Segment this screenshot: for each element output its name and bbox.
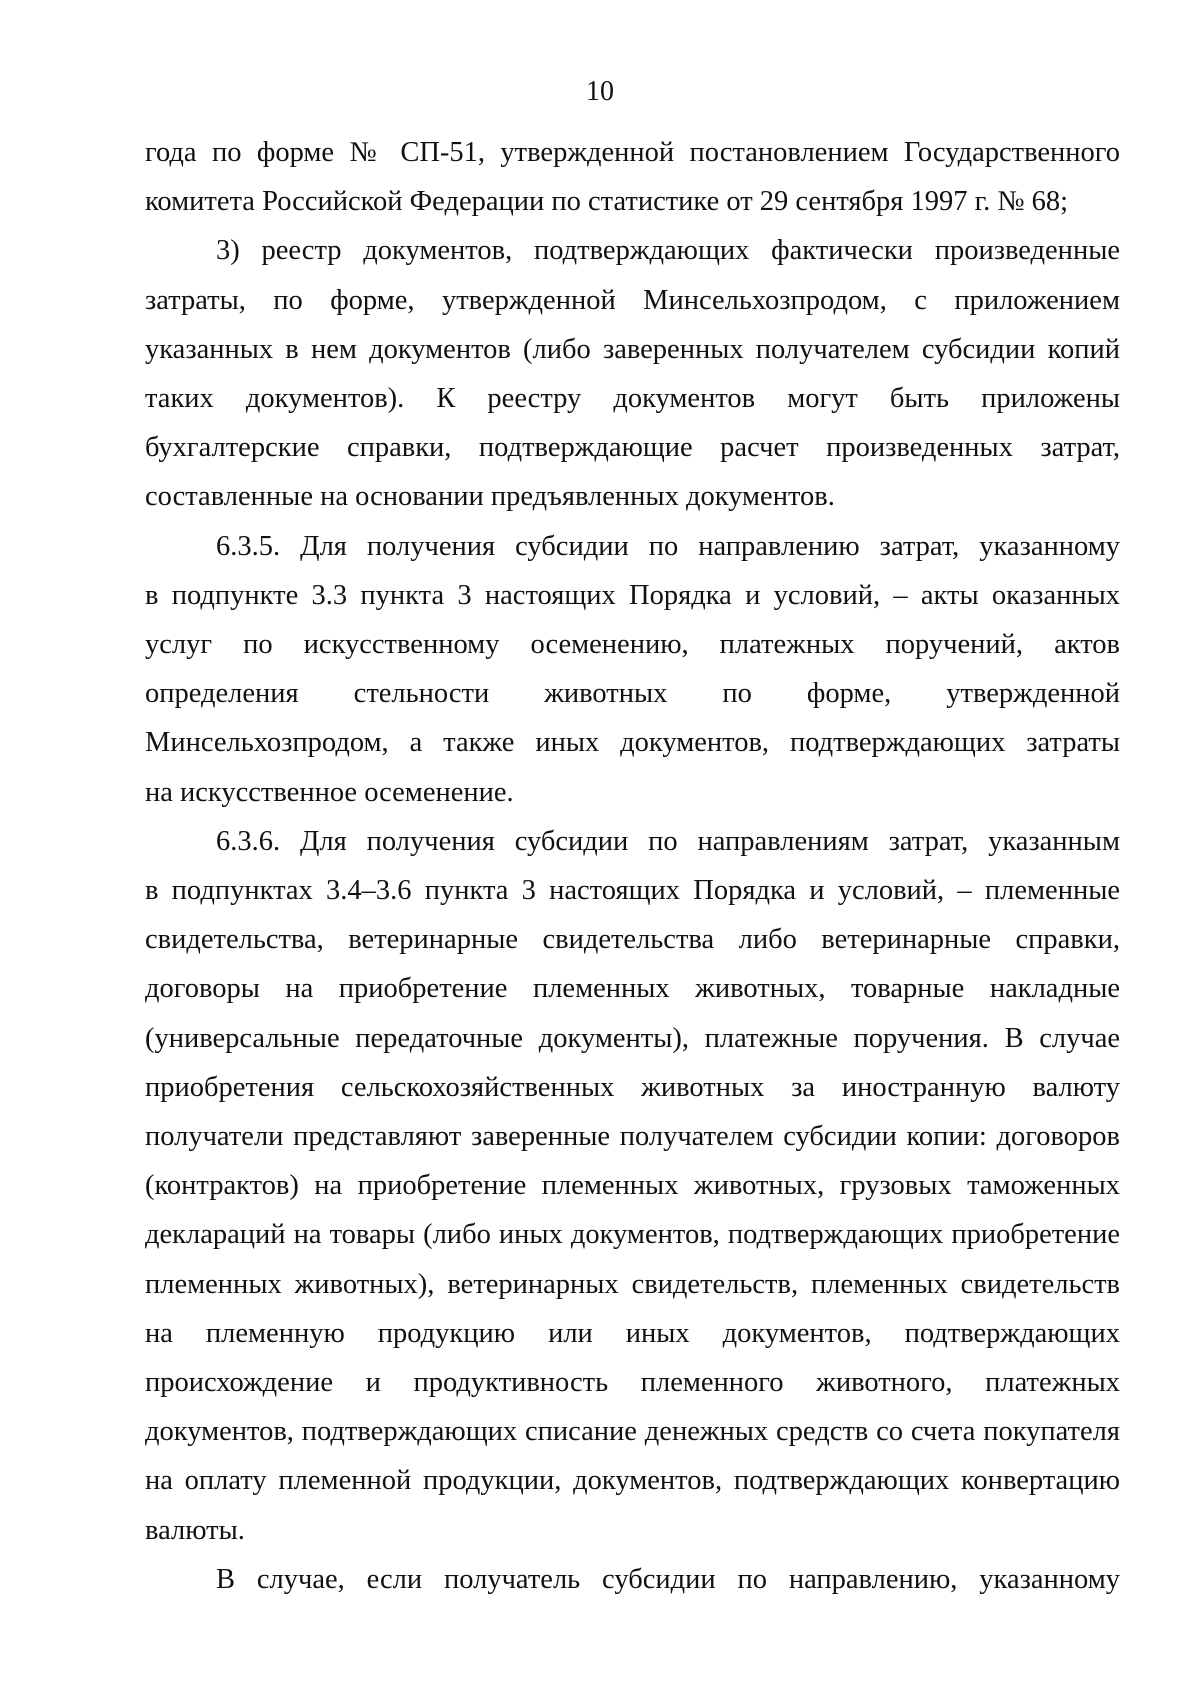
text-line: затраты, по форме, утвержденной Минсельхозпродом, с приложением [145, 284, 1120, 316]
text-line: в подпунктах 3.4–3.6 пункта 3 настоящих Порядка и условий, – племенные [145, 875, 1120, 907]
text-line: 6.3.6. Для получения субсидии по направлениям затрат, указанным [216, 825, 1120, 857]
text-line: деклараций на товары (либо иных документов, подтверждающих приобретение [145, 1219, 1120, 1251]
text-line: (универсальные передаточные документы), платежные поручения. В случае [145, 1022, 1120, 1054]
paragraph-6-3-5 [145, 522, 1120, 817]
text-line: 6.3.5. Для получения субсидии по направлению затрат, указанному [216, 530, 1120, 562]
page-number: 10 [586, 76, 614, 107]
text-line: на племенную продукцию или иных документов, подтверждающих [145, 1317, 1120, 1349]
text-line: валюты. [145, 1514, 245, 1546]
text-line: договоры на приобретение племенных животных, товарные накладные [145, 973, 1120, 1005]
text-line: Минсельхозпродом, а также иных документов, подтверждающих затраты [145, 727, 1120, 759]
text-line: на искусственное осеменение. [145, 776, 514, 808]
paragraph-continuation [145, 128, 1120, 226]
text-line: года по форме № СП-51, утвержденной постановлением Государственного [145, 137, 1120, 168]
text-line: комитета Российской Федерации по статистике от 29 сентября 1997 г. № 68; [145, 186, 1069, 218]
text-line: происхождение и продуктивность племенного животного, платежных [145, 1367, 1120, 1399]
text-line: получатели представляют заверенные получателем субсидии копии: договоров [145, 1121, 1120, 1153]
text-line: бухгалтерские справки, подтверждающие расчет произведенных затрат, [145, 432, 1120, 464]
text-line: услуг по искусственному осеменению, платежных поручений, актов [145, 629, 1120, 661]
text-line: таких документов). К реестру документов могут быть приложены [145, 383, 1120, 415]
paragraph-in-case [145, 1555, 1120, 1604]
text-line: на оплату племенной продукции, документов, подтверждающих конвертацию [145, 1465, 1120, 1497]
document-body [145, 128, 1120, 1604]
text-line: 3) реестр документов, подтверждающих фактически произведенные [216, 235, 1120, 267]
text-line: свидетельства, ветеринарные свидетельства либо ветеринарные справки, [145, 924, 1120, 956]
text-line: (контрактов) на приобретение племенных животных, грузовых таможенных [145, 1170, 1120, 1202]
text-line: составленные на основании предъявленных документов. [145, 481, 835, 513]
text-line: определения стельности животных по форме, утвержденной [145, 678, 1120, 710]
text-line: указанных в нем документов (либо заверенных получателем субсидии копий [145, 333, 1120, 365]
text-line: племенных животных), ветеринарных свидетельств, племенных свидетельств [145, 1268, 1120, 1300]
text-line: приобретения сельскохозяйственных животных за иностранную валюту [145, 1071, 1120, 1103]
text-line: В случае, если получатель субсидии по направлению, указанному [216, 1563, 1120, 1595]
text-line: в подпункте 3.3 пункта 3 настоящих Порядка и условий, – акты оказанных [145, 579, 1120, 611]
paragraph-item-3 [145, 226, 1120, 521]
text-line: документов, подтверждающих списание денежных средств со счета покупателя [145, 1416, 1120, 1448]
paragraph-6-3-6 [145, 817, 1120, 1555]
